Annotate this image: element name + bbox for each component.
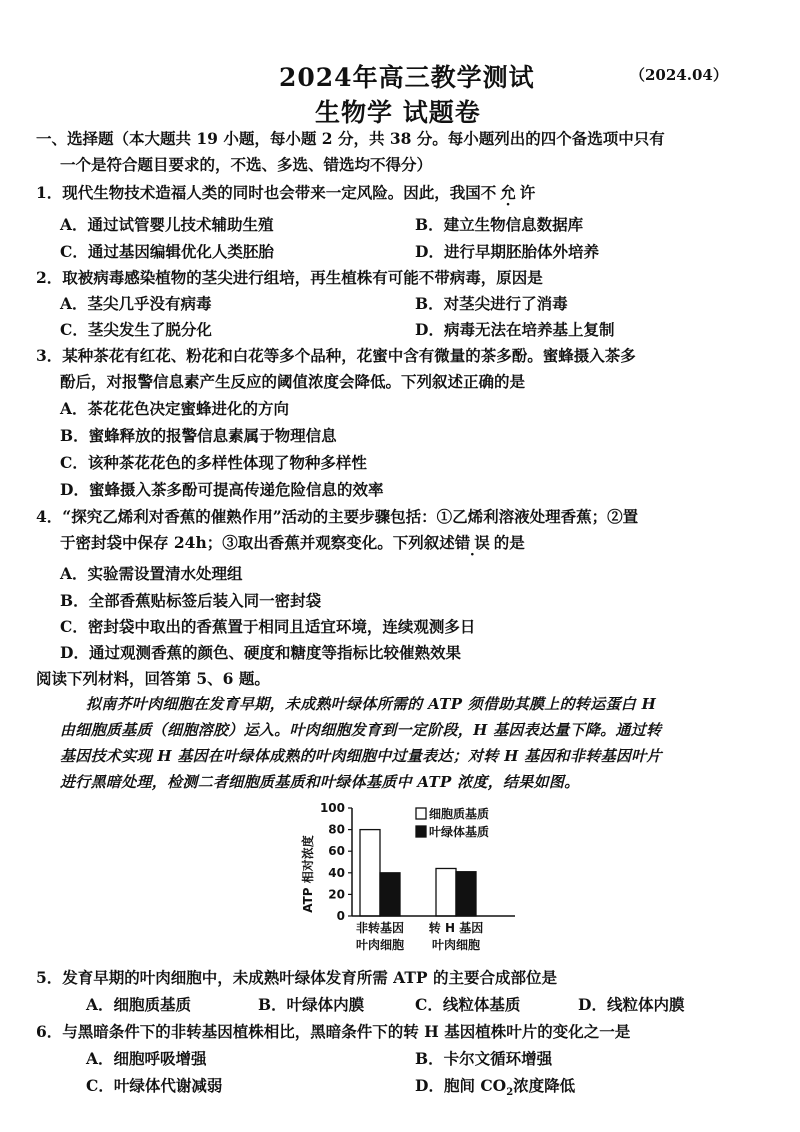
question-3-stem-cont: 酚后，对报警信息素产生反应的阈值浓度会降低。下列叙述正确的是 <box>60 372 526 391</box>
section-heading: 一、选择题（本大题共 19 小题，每小题 2 分，共 38 分。每小题列出的四个备选项中只有 <box>36 129 665 148</box>
question-6-stem: 6．与黑暗条件下的非转基因植株相比，黑暗条件下的转 H 基因植株叶片的变化之一是 <box>36 1022 631 1041</box>
q1-option-c[interactable]: C．通过基因编辑优化人类胚胎 <box>60 242 274 261</box>
bar-cytosol-2 <box>436 868 456 916</box>
q2-option-a[interactable]: A．茎尖几乎没有病毒 <box>60 294 212 313</box>
q3-option-a[interactable]: A．茶花花色决定蜜蜂进化的方向 <box>60 399 290 418</box>
question-2-stem: 2．取被病毒感染植物的茎尖进行组培，再生植株有可能不带病毒，原因是 <box>36 268 543 287</box>
material-paragraph-line3: 基因技术实现 H 基因在叶绿体成熟的叶肉细胞中过量表达；对转 H 基因和非转基因叶片 <box>60 747 662 765</box>
bar-chloroplast-2 <box>456 872 476 916</box>
bar-cytosol-1 <box>360 830 380 916</box>
x-category-label: 叶肉细胞 <box>355 938 405 952</box>
emphasis-wrong: 错误 <box>454 533 494 552</box>
q1-option-a[interactable]: A．通过试管婴儿技术辅助生殖 <box>60 215 274 234</box>
question-4-stem: 4．“探究乙烯利对香蕉的催熟作用”活动的主要步骤包括：①乙烯利溶液处理香蕉；②置 <box>36 507 639 526</box>
q5-option-b[interactable]: B．叶绿体内膜 <box>258 995 365 1014</box>
x-category-label: 非转基因 <box>355 921 405 935</box>
y-tick-label: 40 <box>328 865 345 880</box>
question-4-stem-cont <box>60 531 525 553</box>
exam-title: 2024年高三教学测试 <box>279 63 535 92</box>
q3-option-c[interactable]: C．该种茶花花色的多样性体现了物种多样性 <box>60 453 367 472</box>
q2-option-b[interactable]: B．对茎尖进行了消毒 <box>415 294 568 313</box>
y-tick-label: 20 <box>328 887 345 902</box>
material-intro: 阅读下列材料，回答第 5、6 题。 <box>36 669 270 688</box>
q5-option-a[interactable]: A．细胞质基质 <box>86 995 192 1014</box>
q6-option-a[interactable]: A．细胞呼吸增强 <box>86 1049 207 1068</box>
bar-chloroplast-1 <box>380 873 400 916</box>
legend-label: 细胞质基质 <box>429 807 490 821</box>
question-3-stem: 3．某种茶花有红花、粉花和白花等多个品种，花蜜中含有微量的茶多酚。蜜蜂摄入茶多 <box>36 346 636 365</box>
q6-option-d-text-end: 浓度降低 <box>513 1076 576 1095</box>
q4-stem-end: 的是 <box>493 533 525 552</box>
q2-option-d[interactable]: D．病毒无法在培养基上复制 <box>415 320 615 339</box>
exam-date: （2024.04） <box>630 66 728 84</box>
y-tick-label: 0 <box>336 909 345 923</box>
legend-label: 叶绿体基质 <box>429 825 490 839</box>
x-category-label: 转 H 基因 <box>428 921 484 935</box>
section-heading-cont: 一个是符合题目要求的，不选、多选、错选均不得分） <box>60 155 433 174</box>
q4-option-c[interactable]: C．密封袋中取出的香蕉置于相同且适宜环境，连续观测多日 <box>60 617 476 636</box>
material-paragraph-line4: 进行黑暗处理，检测二者细胞质基质和叶绿体基质中 ATP 浓度，结果如图。 <box>60 773 580 791</box>
y-tick-label: 60 <box>328 844 345 859</box>
y-tick-label: 80 <box>328 822 345 837</box>
q6-option-c[interactable]: C．叶绿体代谢减弱 <box>86 1076 223 1095</box>
question-1-stem <box>36 181 539 203</box>
q6-option-d-subscript: 2 <box>506 1087 514 1099</box>
emphasis-no: 不允许 <box>480 183 540 202</box>
q1-option-d[interactable]: D．进行早期胚胎体外培养 <box>415 242 599 261</box>
material-paragraph-line2: 由细胞质基质（细胞溶胶）运入。叶肉细胞发育到一定阶段，H 基因表达量下降。通过转 <box>60 721 662 739</box>
q4-option-a[interactable]: A．实验需设置清水处理组 <box>60 564 243 583</box>
q4-option-d[interactable]: D．通过观测香蕉的颜色、硬度和糖度等指标比较催熟效果 <box>60 643 461 662</box>
material-paragraph-line1: 拟南芥叶肉细胞在发育早期，未成熟叶绿体所需的 ATP 须借助其膜上的转运蛋白 H <box>86 695 657 713</box>
y-tick-label: 100 <box>319 801 345 815</box>
q3-option-d[interactable]: D．蜜蜂摄入茶多酚可提高传递危险信息的效率 <box>60 480 384 499</box>
x-category-label: 叶肉细胞 <box>431 938 481 952</box>
q4-option-b[interactable]: B．全部香蕉贴标签后装入同一密封袋 <box>60 591 322 610</box>
question-5-stem: 5．发育早期的叶肉细胞中，未成熟叶绿体发育所需 ATP 的主要合成部位是 <box>36 968 557 987</box>
q6-option-d-text: D．胞间 CO <box>415 1076 507 1095</box>
q4-stem-text: 于密封袋中保存 24h；③取出香蕉并观察变化。下列叙述 <box>60 533 455 552</box>
q5-option-d[interactable]: D．线粒体内膜 <box>578 995 685 1014</box>
atp-bar-chart <box>290 796 530 962</box>
q3-option-b[interactable]: B．蜜蜂释放的报警信息素属于物理信息 <box>60 426 337 445</box>
legend-swatch <box>416 826 426 837</box>
q1-option-b[interactable]: B．建立生物信息数据库 <box>415 215 584 234</box>
q2-option-c[interactable]: C．茎尖发生了脱分化 <box>60 320 212 339</box>
q6-option-b[interactable]: B．卡尔文循环增强 <box>415 1049 553 1068</box>
exam-subtitle: 生物学 试题卷 <box>315 98 481 127</box>
legend-swatch <box>416 808 426 819</box>
question-1-stem-text: 1．现代生物技术造福人类的同时也会带来一定风险。因此，我国 <box>36 183 481 202</box>
q5-option-c[interactable]: C．线粒体基质 <box>415 995 521 1014</box>
y-axis-label: ATP 相对浓度 <box>301 835 315 913</box>
q6-option-d[interactable] <box>415 1074 575 1098</box>
